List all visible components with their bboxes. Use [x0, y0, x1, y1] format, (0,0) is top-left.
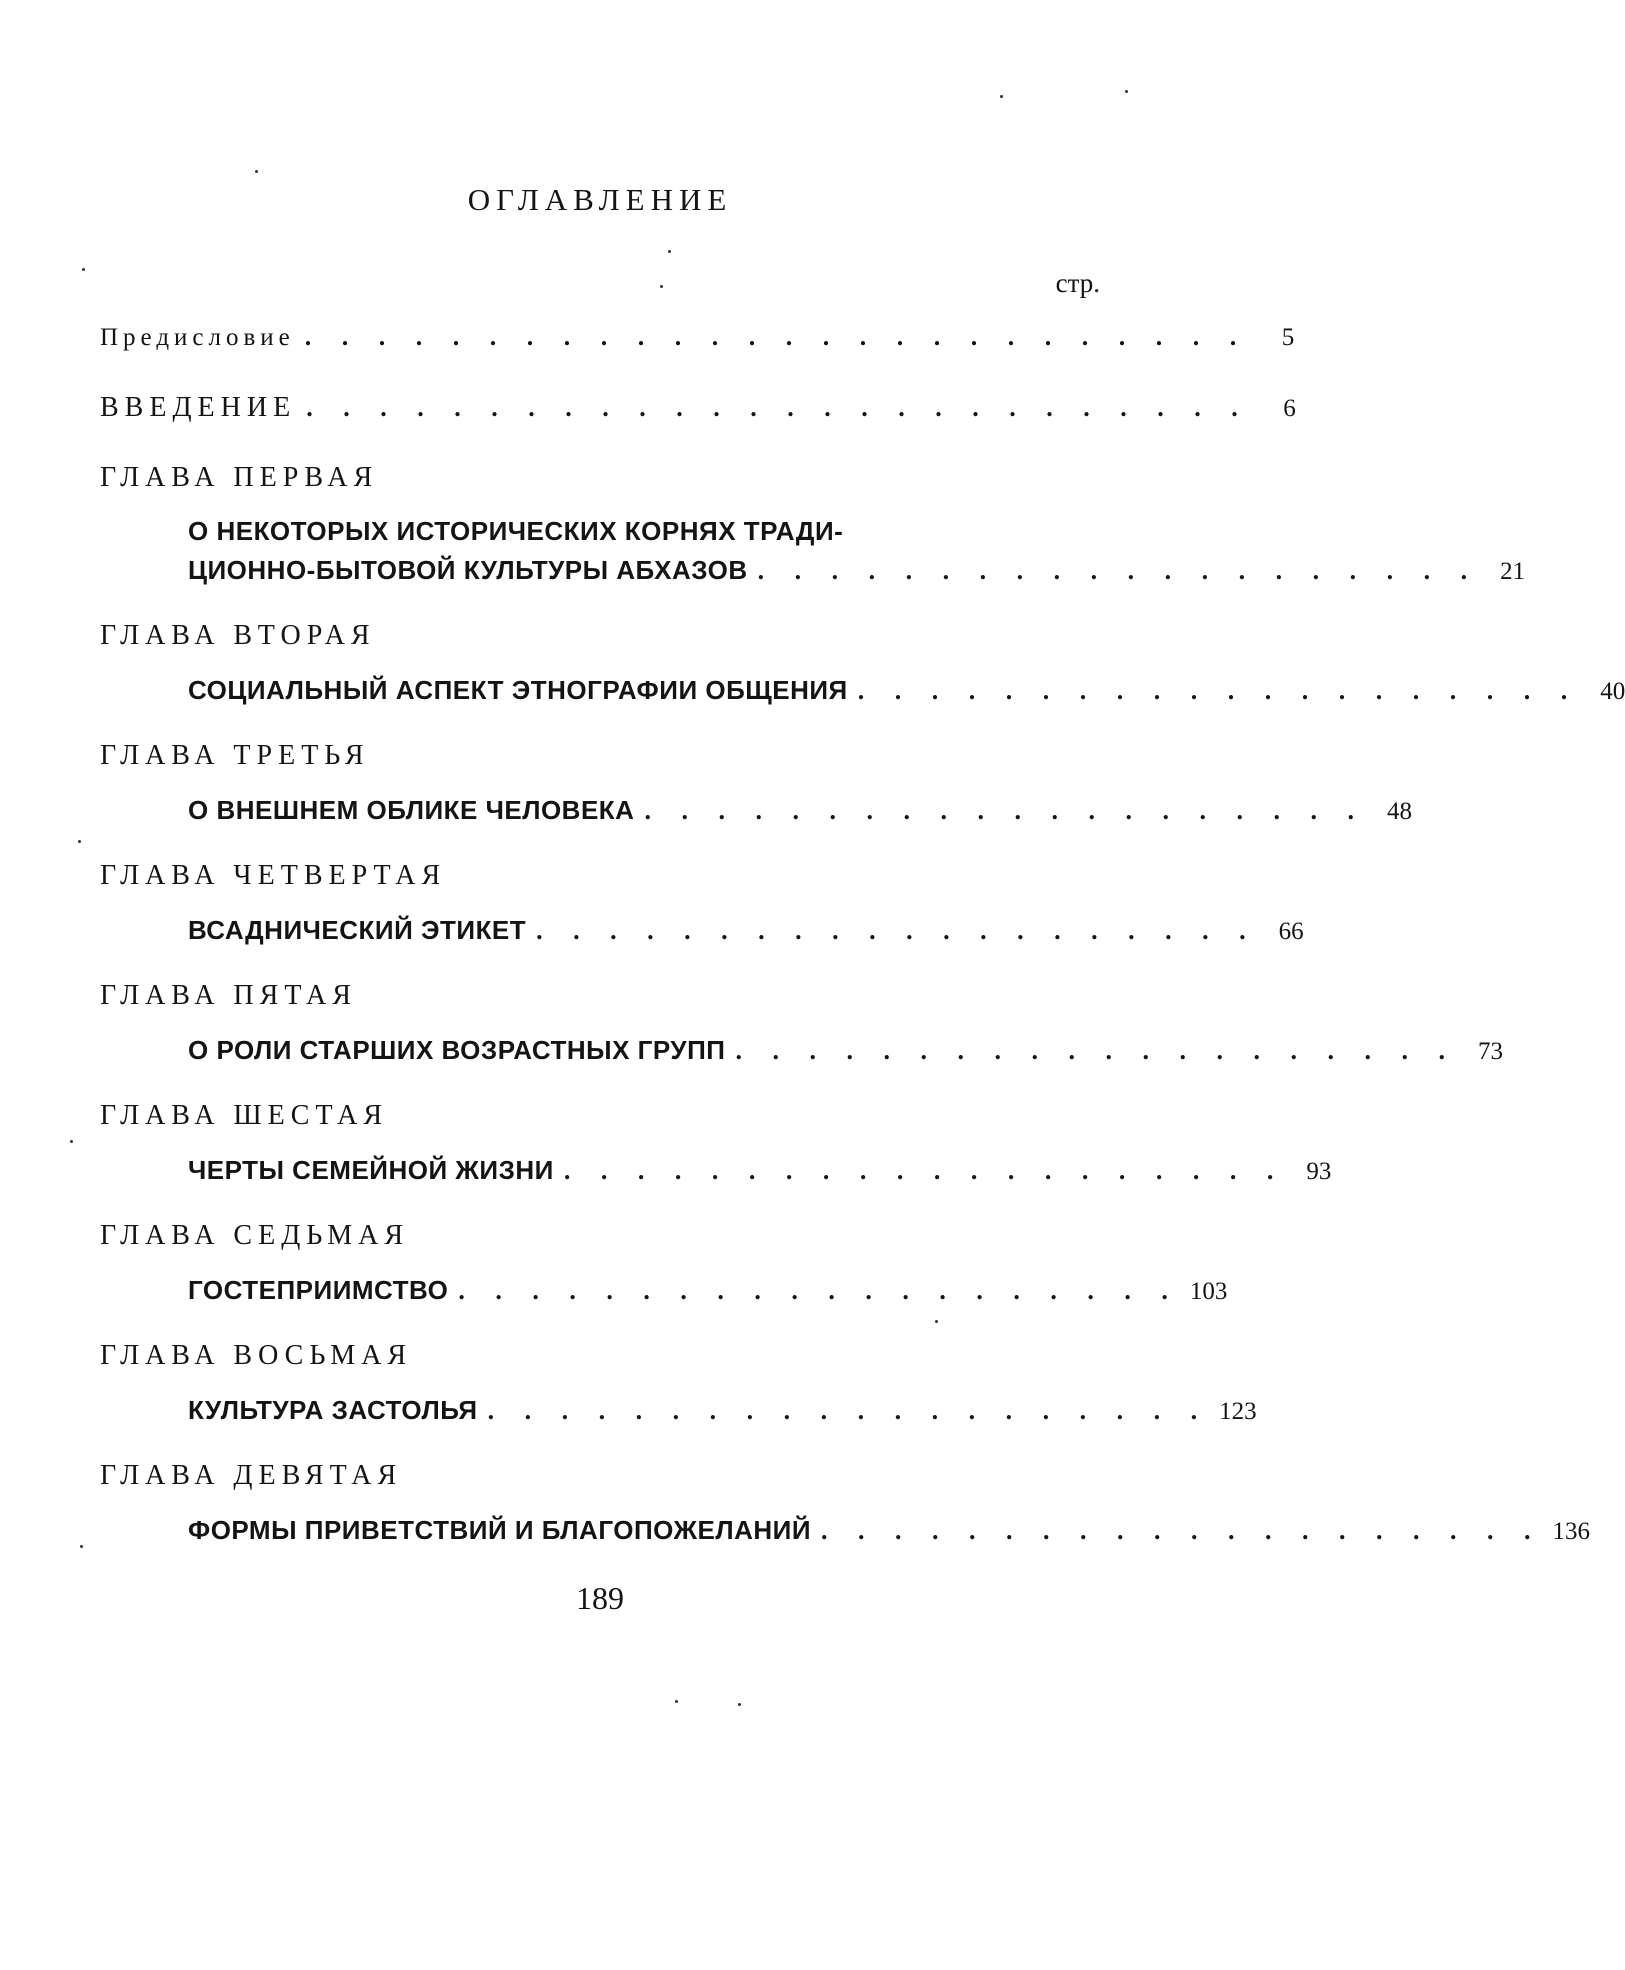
scan-speck [78, 840, 81, 843]
leader-dots: . . . . . . . . . . . . . . . . . . . . [821, 1516, 1543, 1545]
scan-speck [668, 250, 671, 253]
scan-speck [70, 1140, 73, 1143]
scan-speck [675, 1700, 678, 1703]
entry-page-number: 66 [1278, 918, 1304, 945]
entry-page-number: 103 [1189, 1278, 1228, 1305]
chapter-heading: ГЛАВА ВОСЬМАЯ [100, 1340, 413, 1371]
scan-speck [660, 285, 663, 288]
leader-dots: . . . . . . . . . . . . . . . . . . . . [857, 676, 1580, 705]
chapter-heading: ГЛАВА ЧЕТВЕРТАЯ [100, 860, 447, 891]
chapter-heading: ГЛАВА ПЯТАЯ [100, 980, 357, 1011]
toc-entry-preface [100, 322, 1295, 352]
entry-page-number: 6 [1283, 395, 1296, 422]
chapter-title-line: О НЕКОТОРЫХ ИСТОРИЧЕСКИХ КОРНЯХ ТРАДИ- [188, 516, 844, 546]
leader-dots: . . . . . . . . . . . . . . . . . . . . [757, 556, 1480, 585]
entry-page-number: 73 [1477, 1038, 1503, 1065]
chapter-heading: ГЛАВА ВТОРАЯ [100, 620, 376, 651]
entry-page-number: 136 [1552, 1518, 1591, 1545]
entry-label: ЧЕРТЫ СЕМЕЙНОЙ ЖИЗНИ [188, 1155, 554, 1185]
toc-entry-chapter [188, 555, 1526, 586]
entry-page-number: 5 [1281, 324, 1295, 351]
scan-speck [1125, 90, 1128, 93]
entry-label: ВСАДНИЧЕСКИЙ ЭТИКЕТ [188, 915, 527, 945]
entry-label: ВВЕДЕНИЕ [100, 392, 297, 423]
entry-label: СОЦИАЛЬНЫЙ АСПЕКТ ЭТНОГРАФИИ ОБЩЕНИЯ [188, 675, 848, 705]
entry-label: О ВНЕШНЕМ ОБЛИКЕ ЧЕЛОВЕКА [188, 795, 635, 825]
entry-page-number: 93 [1306, 1158, 1332, 1185]
entry-label: О РОЛИ СТАРШИХ ВОЗРАСТНЫХ ГРУПП [188, 1035, 726, 1065]
toc-entry-chapter [188, 1155, 1332, 1186]
leader-dots: . . . . . . . . . . . . . . . . . . . . [563, 1156, 1286, 1185]
leader-dots: . . . . . . . . . . . . . . . . . . . . [536, 916, 1258, 945]
toc-entry-chapter [188, 795, 1412, 826]
toc-entry-chapter [188, 1515, 1591, 1546]
leader-dots: . . . . . . . . . . . . . . . . . . . . . . . . . . [304, 322, 1249, 351]
chapter-heading: ГЛАВА ДЕВЯТАЯ [100, 1460, 403, 1491]
scan-speck [80, 1545, 83, 1548]
entry-label: ЦИОННО-БЫТОВОЙ КУЛЬТУРЫ АБХАЗОВ [188, 555, 748, 585]
entry-page-number: 40 [1600, 678, 1625, 705]
leader-dots: . . . . . . . . . . . . . . . . . . . . [487, 1396, 1210, 1425]
entry-page-number: 123 [1219, 1398, 1257, 1425]
leader-dots: . . . . . . . . . . . . . . . . . . . . [458, 1276, 1180, 1305]
entry-label: ФОРМЫ ПРИВЕТСТВИЙ И БЛАГОПОЖЕЛАНИЙ [188, 1515, 812, 1545]
page-column-label: стр. [1055, 268, 1100, 298]
entry-label: КУЛЬТУРА ЗАСТОЛЬЯ [188, 1395, 478, 1425]
entry-page-number: 21 [1500, 558, 1526, 585]
leader-dots: . . . . . . . . . . . . . . . . . . . . . . . . . . [306, 393, 1250, 422]
page-folio-number: 189 [576, 1580, 624, 1616]
leader-dots: . . . . . . . . . . . . . . . . . . . . [735, 1036, 1457, 1065]
chapter-heading: ГЛАВА ШЕСТАЯ [100, 1100, 389, 1131]
toc-entry-chapter [188, 1395, 1257, 1426]
chapter-heading: ГЛАВА ТРЕТЬЯ [100, 740, 370, 771]
entry-page-number: 48 [1386, 798, 1412, 825]
chapter-heading: ГЛАВА ПЕРВАЯ [100, 462, 379, 493]
scan-speck [935, 1320, 938, 1323]
leader-dots: . . . . . . . . . . . . . . . . . . . . [644, 796, 1366, 825]
entry-label: Предисловие [100, 324, 295, 351]
entry-label: ГОСТЕПРИИМСТВО [188, 1275, 449, 1305]
toc-entry-chapter [188, 1035, 1503, 1066]
chapter-heading: ГЛАВА СЕДЬМАЯ [100, 1220, 410, 1251]
toc-title: ОГЛАВЛЕНИЕ [467, 182, 733, 217]
scan-speck [82, 268, 85, 271]
scan-speck [1000, 95, 1003, 98]
scan-speck [738, 1703, 741, 1706]
toc-entry-chapter [188, 1275, 1228, 1306]
scan-speck [255, 170, 258, 173]
toc-entry-chapter [188, 675, 1625, 706]
toc-entry-chapter [188, 915, 1304, 946]
toc-entry-introduction [100, 392, 1296, 424]
